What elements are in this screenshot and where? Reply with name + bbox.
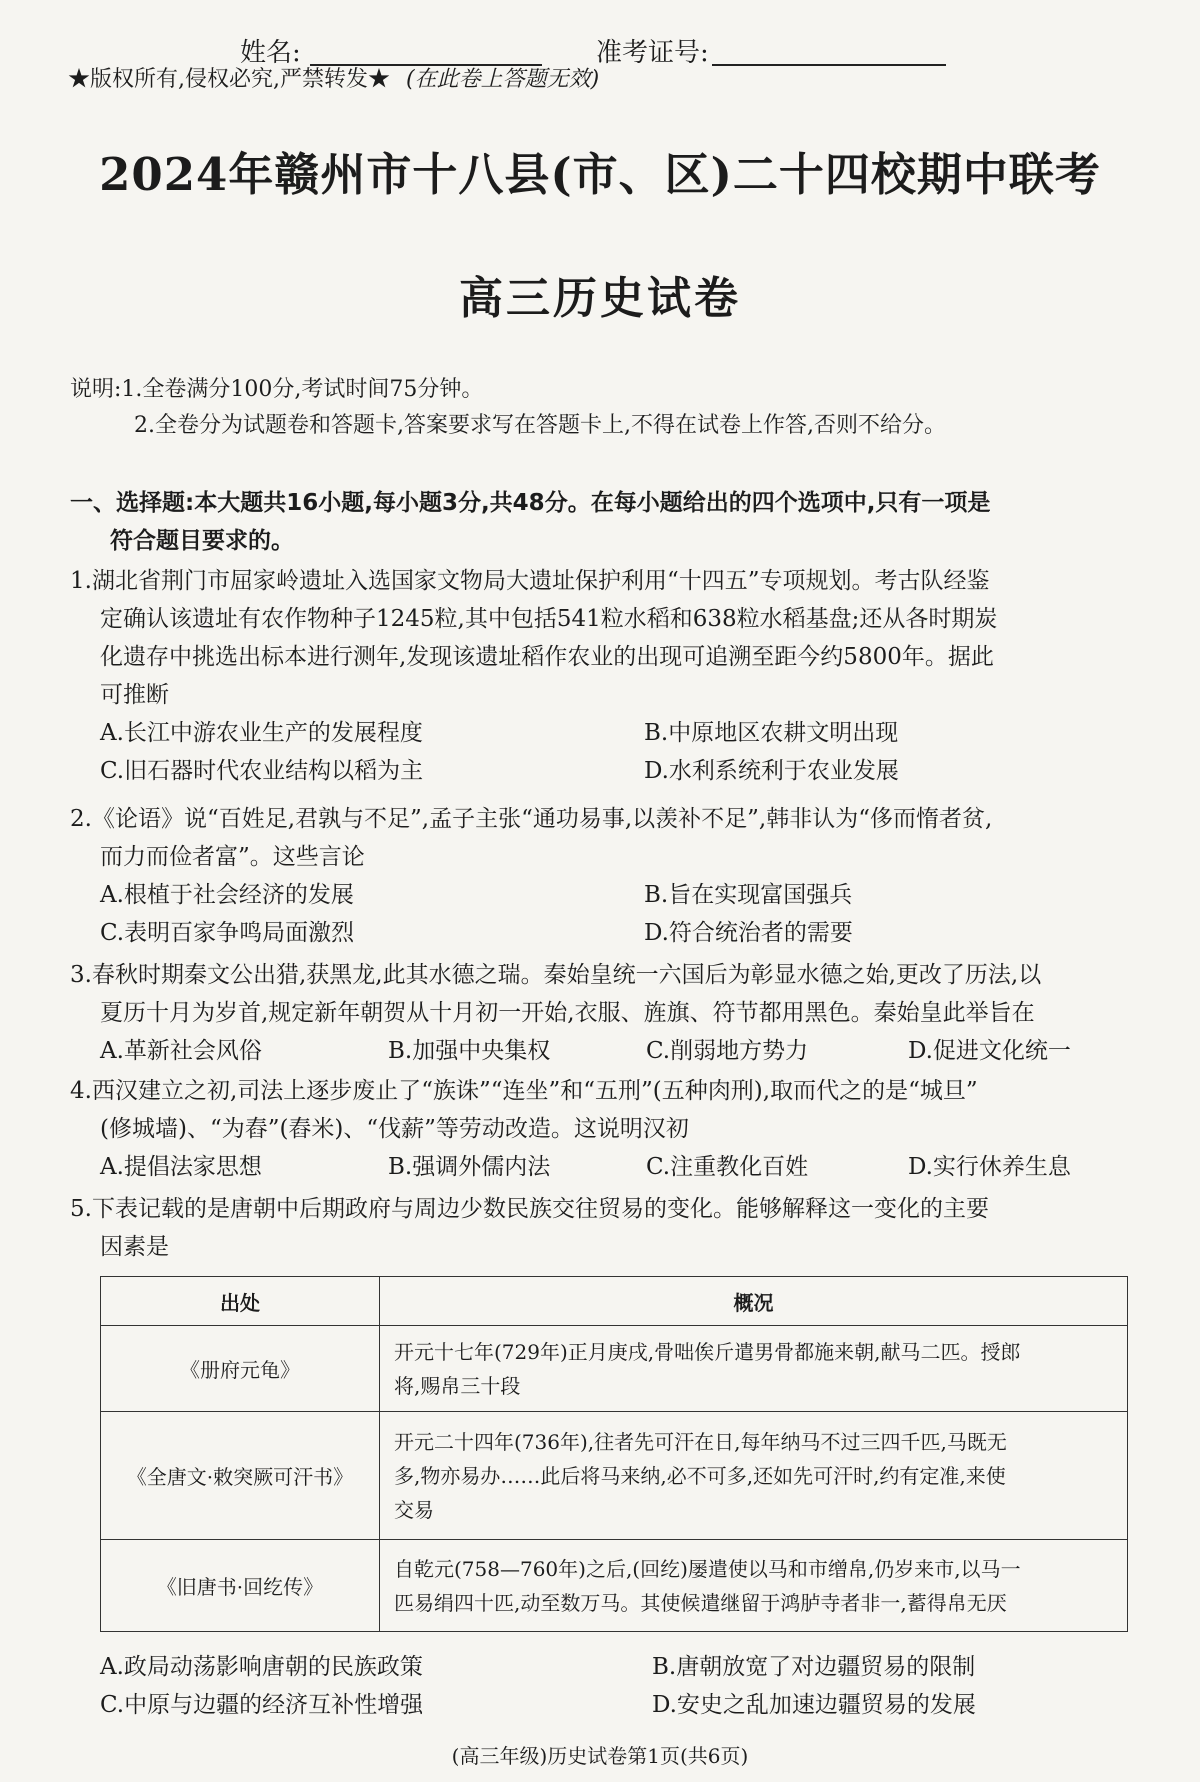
question-1 — [70, 562, 1130, 790]
option-c: C.注重教化百姓 — [646, 1154, 809, 1180]
instruction-1: 说明:1.全卷满分100分,考试时间75分钟。 — [70, 377, 484, 402]
question-2 — [70, 800, 1130, 952]
question-stem-line: 可推断 — [100, 682, 169, 708]
answer-note: (在此卷上答题无效) — [406, 67, 600, 92]
exam-title: 2024年赣州市十八县(市、区)二十四校期中联考 — [99, 148, 1101, 201]
summary-line: 多,物亦易办……此后将马来纳,必不可多,还如先可汗时,约有定准,来使 — [394, 1463, 1006, 1488]
question-stem-line: 而力而俭者富”。这些言论 — [100, 844, 365, 870]
option-b: B.唐朝放宽了对边疆贸易的限制 — [652, 1654, 976, 1680]
summary-line: 匹易绢四十匹,动至数万马。其使候遣继留于鸿胪寺者非一,蓄得帛无厌 — [394, 1590, 1007, 1615]
question-stem-line: 夏历十月为岁首,规定新年朝贺从十月初一开始,衣服、旌旗、符节都用黑色。秦始皇此举旨在 — [100, 1000, 1035, 1026]
exam-subtitle: 高三历史试卷 — [459, 273, 741, 324]
table-cell-source: 《全唐文·敕突厥可汗书》 — [101, 1412, 380, 1540]
option-d: D.水利系统利于农业发展 — [644, 758, 899, 784]
table-cell-summary — [380, 1540, 1128, 1632]
option-a: A.根植于社会经济的发展 — [100, 882, 354, 908]
instructions — [70, 372, 946, 444]
summary-line: 自乾元(758—760年)之后,(回纥)屡遣使以马和市缯帛,仍岁来市,以马一 — [394, 1556, 1021, 1581]
option-d: D.促进文化统一 — [908, 1038, 1071, 1064]
copyright-line — [68, 62, 599, 93]
option-b: B.旨在实现富国强兵 — [644, 882, 853, 908]
summary-line: 交易 — [394, 1497, 434, 1522]
option-a: A.政局动荡影响唐朝的民族政策 — [100, 1654, 423, 1680]
option-c: C.削弱地方势力 — [646, 1038, 809, 1064]
table-cell-summary — [380, 1412, 1128, 1540]
question-4 — [70, 1072, 1130, 1186]
option-b: B.强调外儒内法 — [388, 1154, 551, 1180]
options-row — [70, 1686, 1130, 1724]
copyright-text: ★版权所有,侵权必究,严禁转发★ — [68, 67, 390, 92]
table-row — [101, 1326, 1128, 1412]
question-5-options — [70, 1648, 1130, 1724]
options-row — [70, 876, 1130, 914]
option-d: D.符合统治者的需要 — [644, 920, 853, 946]
question-stem-line: (修城墙)、“为舂”(舂米)、“伐薪”等劳动改造。这说明汉初 — [100, 1116, 689, 1142]
options-row — [70, 714, 1130, 752]
options-row — [70, 1032, 1130, 1070]
section-heading — [70, 484, 1130, 560]
table-cell-source: 《旧唐书·回纥传》 — [101, 1540, 380, 1632]
table-header-summary: 概况 — [380, 1277, 1128, 1326]
question-stem-line: 化遗存中挑选出标本进行测年,发现该遗址稻作农业的出现可追溯至距今约5800年。据此 — [100, 644, 994, 670]
table-row — [101, 1540, 1128, 1632]
question-3 — [70, 956, 1130, 1070]
option-c: C.表明百家争鸣局面激烈 — [100, 920, 355, 946]
option-a: A.提倡法家思想 — [100, 1154, 262, 1180]
name-label: 姓名: — [240, 38, 301, 68]
question-stem-line: 2.《论语》说“百姓足,君孰与不足”,孟子主张“通功易事,以羡补不足”,韩非认为“侈而惰者贫, — [70, 806, 993, 832]
summary-line: 开元十七年(729年)正月庚戌,骨咄俟斤遣男骨都施来朝,献马二匹。授郎 — [394, 1339, 1021, 1364]
option-a: A.革新社会风俗 — [100, 1038, 262, 1064]
table-cell-source: 《册府元龟》 — [101, 1326, 380, 1412]
question-stem-line: 1.湖北省荆门市屈家岭遗址入选国家文物局大遗址保护利用“十四五”专项规划。考古队经鉴 — [70, 568, 990, 594]
options-row — [70, 1648, 1130, 1686]
instruction-2: 2.全卷分为试题卷和答题卡,答案要求写在答题卡上,不得在试卷上作答,否则不给分。 — [134, 413, 946, 438]
section-heading-line-2: 符合题目要求的。 — [110, 528, 294, 554]
table-cell-summary — [380, 1326, 1128, 1412]
question-stem-line: 4.西汉建立之初,司法上逐步废止了“族诛”“连坐”和“五刑”(五种肉刑),取而代之的是“城旦” — [70, 1078, 978, 1104]
question-stem-line: 5.下表记载的是唐朝中后期政府与周边少数民族交往贸易的变化。能够解释这一变化的主要 — [70, 1196, 989, 1222]
trade-table — [100, 1276, 1128, 1632]
options-row — [70, 914, 1130, 952]
exam-number-blank-line — [712, 64, 946, 66]
option-b: B.加强中央集权 — [388, 1038, 551, 1064]
question-5 — [70, 1190, 1130, 1266]
header-fields — [240, 22, 1000, 68]
section-heading-line-1: 一、选择题:本大题共16小题,每小题3分,共48分。在每小题给出的四个选项中,只有一项是 — [70, 490, 991, 516]
table-row — [101, 1412, 1128, 1540]
options-row — [70, 752, 1130, 790]
option-a: A.长江中游农业生产的发展程度 — [100, 720, 423, 746]
options-row — [70, 1148, 1130, 1186]
option-d: D.实行休养生息 — [908, 1154, 1071, 1180]
summary-line: 将,赐帛三十段 — [394, 1373, 521, 1398]
table-header-source: 出处 — [101, 1277, 380, 1326]
exam-number-label: 准考证号: — [596, 38, 709, 68]
question-stem-line: 3.春秋时期秦文公出猎,获黑龙,此其水德之瑞。秦始皇统一六国后为彰显水德之始,更改了历法,以 — [70, 962, 1042, 988]
table-header-row — [101, 1277, 1128, 1326]
summary-line: 开元二十四年(736年),往者先可汗在日,每年纳马不过三四千匹,马既无 — [394, 1429, 1007, 1454]
option-d: D.安史之乱加速边疆贸易的发展 — [652, 1692, 976, 1718]
option-c: C.旧石器时代农业结构以稻为主 — [100, 758, 424, 784]
option-b: B.中原地区农耕文明出现 — [644, 720, 899, 746]
page-footer: (高三年级)历史试卷第1页(共6页) — [451, 1744, 749, 1768]
question-stem-line: 因素是 — [100, 1234, 169, 1260]
option-c: C.中原与边疆的经济互补性增强 — [100, 1692, 424, 1718]
question-stem-line: 定确认该遗址有农作物种子1245粒,其中包括541粒水稻和638粒水稻基盘;还从各时期炭 — [100, 606, 998, 632]
